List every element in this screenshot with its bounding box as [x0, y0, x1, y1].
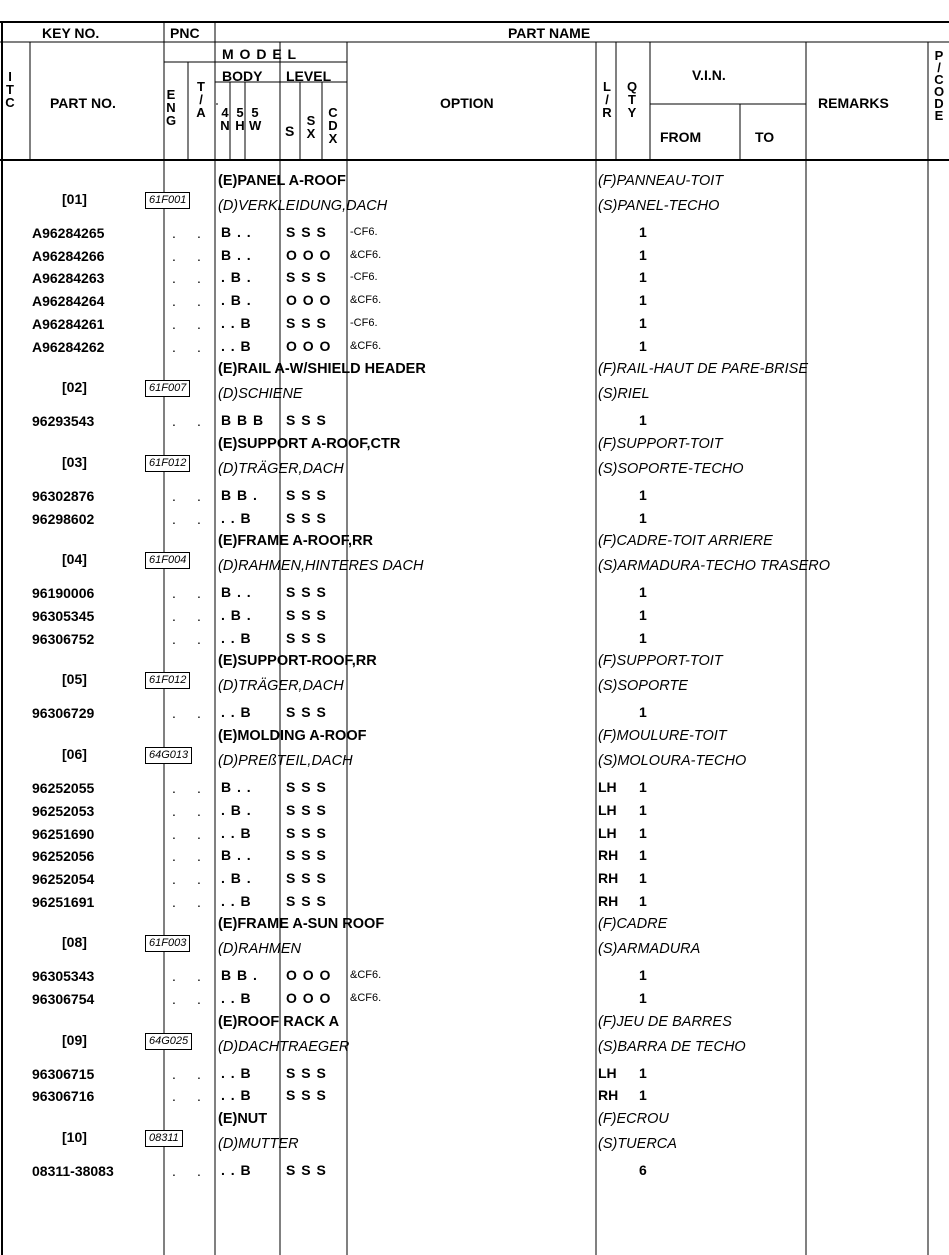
- qty-cell: 1: [639, 486, 647, 503]
- part-number: A96284264: [32, 293, 105, 310]
- ta-cell: .: [197, 315, 201, 332]
- eng-cell: .: [172, 247, 176, 264]
- part-number: 96306716: [32, 1088, 95, 1105]
- part-name-german: (D)TRÄGER,DACH: [218, 460, 344, 477]
- part-name-spanish: (S)SOPORTE-TECHO: [598, 460, 744, 477]
- eng-cell: .: [172, 968, 176, 985]
- level-header: LEVEL: [286, 68, 332, 84]
- key-number: [09]: [62, 1031, 87, 1048]
- body-cell: B B .: [221, 486, 258, 503]
- key-number: [01]: [62, 191, 87, 207]
- qty-cell: 1: [639, 314, 647, 331]
- qty-cell: 1: [639, 1064, 647, 1081]
- eng-cell: .: [172, 270, 176, 287]
- part-number: 96306729: [32, 705, 95, 722]
- vin-header: V.I.N.: [692, 67, 726, 83]
- part-name-spanish: (S)RIEL: [598, 386, 650, 403]
- ta-cell: .: [197, 225, 201, 241]
- level-cell: O O O: [286, 967, 332, 984]
- key-number: [04]: [62, 551, 87, 568]
- qty-cell: 1: [639, 990, 647, 1006]
- lr-cell: LH: [598, 824, 617, 841]
- ta-cell: .: [197, 705, 201, 722]
- level-cell: S S S: [286, 509, 327, 526]
- eng-cell: .: [172, 802, 176, 819]
- body-cell: . . B: [221, 1087, 252, 1104]
- body-cell: . . B: [221, 824, 252, 841]
- option-code: &CF6.: [350, 339, 382, 352]
- eng-cell: .: [172, 293, 176, 310]
- eng-cell: .: [172, 510, 176, 527]
- part-name-french: (F)MOULURE-TOIT: [598, 728, 727, 745]
- part-number: 96302876: [32, 487, 95, 504]
- level-cell: S S S: [286, 779, 327, 796]
- qty-cell: 1: [639, 779, 647, 796]
- body-header: BODY: [222, 68, 263, 84]
- part-name-english: (E)SUPPORT A-ROOF,CTR: [218, 435, 401, 452]
- ta-cell: .: [197, 780, 201, 797]
- itc-header: I T C: [5, 69, 15, 110]
- level-cell: S S S: [286, 629, 327, 646]
- key-number: [06]: [62, 746, 87, 763]
- option-code: -CF6.: [350, 226, 378, 238]
- body-5h-header: 5 H: [235, 105, 245, 133]
- eng-cell: .: [172, 338, 176, 355]
- part-name-german: (D)SCHIENE: [218, 386, 303, 403]
- part-name-french: (F)ECROU: [598, 1111, 669, 1128]
- key-number: [05]: [62, 671, 87, 688]
- ta-cell: .: [197, 608, 201, 624]
- eng-cell: .: [172, 1163, 176, 1180]
- part-name-spanish: (S)ARMADURA-TECHO TRASERO: [598, 558, 831, 575]
- qty-cell: 1: [639, 584, 647, 601]
- part-number: 96306752: [32, 630, 95, 647]
- part-no-header: PART NO.: [50, 95, 116, 111]
- remarks-header: REMARKS: [818, 95, 889, 111]
- part-name-french: (F)JEU DE BARRES: [598, 1013, 732, 1030]
- part-number: 96305343: [32, 968, 95, 985]
- lr-cell: LH: [598, 801, 617, 818]
- part-name-german: (D)RAHMEN,HINTERES DACH: [218, 558, 424, 575]
- part-name-german: (D)RAHMEN: [218, 941, 301, 958]
- part-number: 96305345: [32, 608, 95, 624]
- body-cell: B . .: [221, 224, 252, 240]
- option-header: OPTION: [440, 95, 494, 111]
- pcode-header: P / C O D E: [933, 48, 945, 123]
- vin-to-header: TO: [755, 129, 775, 145]
- ta-cell: .: [197, 585, 201, 602]
- level-cell: S S S: [286, 1064, 327, 1081]
- level-cell: S S S: [286, 847, 327, 864]
- part-number: 96251691: [32, 893, 95, 910]
- body-cell: B . .: [221, 779, 252, 796]
- part-number: 96252056: [32, 848, 95, 865]
- eng-cell: .: [172, 225, 176, 241]
- qty-cell: 1: [639, 224, 647, 240]
- body-cell: . B .: [221, 269, 252, 286]
- eng-cell: .: [172, 608, 176, 624]
- part-number: A96284263: [32, 270, 105, 287]
- level-cell: S S S: [286, 486, 327, 503]
- part-name-spanish: (S)TUERCA: [598, 1136, 677, 1153]
- ta-cell: .: [197, 991, 201, 1007]
- ta-cell: .: [197, 270, 201, 287]
- option-code: -CF6.: [350, 271, 378, 284]
- body-cell: B B .: [221, 967, 258, 984]
- option-code: -CF6.: [350, 316, 378, 329]
- level-cell: S S S: [286, 892, 327, 909]
- lr-header: L / R: [602, 79, 612, 120]
- ta-cell: .: [197, 1065, 201, 1082]
- level-cdx-header: C D X: [328, 105, 338, 146]
- level-sx-header: S X: [306, 113, 316, 141]
- eng-cell: .: [172, 1088, 176, 1105]
- body-4n-header: 4 N: [220, 105, 230, 133]
- part-number: A96284262: [32, 338, 105, 355]
- part-name-french: (F)SUPPORT-TOIT: [598, 653, 723, 670]
- level-cell: O O O: [286, 337, 332, 354]
- level-cell: S S S: [286, 801, 327, 818]
- qty-cell: 1: [639, 509, 647, 526]
- ta-cell: .: [197, 870, 201, 887]
- level-cell: S S S: [286, 224, 327, 240]
- part-number: 96190006: [32, 585, 95, 602]
- body-cell: . . B: [221, 1162, 252, 1179]
- lr-cell: RH: [598, 869, 619, 886]
- qty-cell: 1: [639, 269, 647, 286]
- body-cell: . . B: [221, 704, 252, 721]
- model-header: M O D E L: [222, 46, 298, 62]
- body-cell: B . .: [221, 584, 252, 601]
- qty-cell: 1: [639, 629, 647, 646]
- part-number: 96251690: [32, 825, 95, 842]
- level-cell: S S S: [286, 412, 327, 429]
- key-number: [08]: [62, 934, 87, 951]
- body-cell: . B .: [221, 801, 252, 818]
- level-cell: S S S: [286, 869, 327, 886]
- part-number: 96252053: [32, 802, 95, 819]
- body-cell: . . B: [221, 990, 252, 1006]
- key-number: [03]: [62, 453, 87, 470]
- pnc-header: PNC: [170, 25, 200, 41]
- qty-header: Q T Y: [626, 79, 638, 120]
- part-name-header: PART NAME: [508, 25, 591, 41]
- part-number: A96284265: [32, 225, 105, 241]
- qty-cell: 1: [639, 1087, 647, 1104]
- key-no-header: KEY NO.: [42, 25, 100, 41]
- key-number: [10]: [62, 1129, 87, 1146]
- pnc-code: 61F004: [145, 552, 190, 569]
- option-code: &CF6.: [350, 294, 382, 307]
- pnc-code: 64G013: [145, 747, 192, 764]
- option-code: &CF6.: [350, 969, 382, 982]
- ta-cell: .: [197, 893, 201, 910]
- part-name-spanish: (S)PANEL-TECHO: [598, 198, 720, 214]
- eng-cell: .: [172, 585, 176, 602]
- part-name-german: (D)PREßTEIL,DACH: [218, 753, 353, 770]
- lr-cell: RH: [598, 1087, 619, 1104]
- ta-cell: .: [197, 1163, 201, 1180]
- part-name-spanish: (S)SOPORTE: [598, 678, 688, 695]
- level-cell: S S S: [286, 269, 327, 286]
- level-cell: O O O: [286, 990, 332, 1006]
- part-name-english: (E)MOLDING A-ROOF: [218, 728, 367, 745]
- part-name-spanish: (S)BARRA DE TECHO: [598, 1038, 746, 1055]
- vin-from-header: FROM: [660, 129, 702, 145]
- ta-header: T / A: [196, 79, 206, 120]
- body-5w-header: 5 W: [249, 105, 262, 133]
- part-name-french: (F)CADRE: [598, 916, 668, 933]
- option-code: &CF6.: [350, 248, 382, 261]
- part-name-french: (F)SUPPORT-TOIT: [598, 435, 723, 452]
- body-cell: B B B: [221, 412, 265, 429]
- eng-cell: .: [172, 705, 176, 722]
- eng-cell: .: [172, 1065, 176, 1082]
- key-number: [02]: [62, 379, 87, 396]
- ta-cell: .: [197, 293, 201, 310]
- qty-cell: 1: [639, 847, 647, 864]
- level-cell: S S S: [286, 607, 327, 623]
- ta-cell: .: [197, 630, 201, 647]
- qty-cell: 1: [639, 337, 647, 354]
- part-name-english: (E)ROOF RACK A: [218, 1013, 340, 1030]
- part-number: 96306754: [32, 991, 95, 1007]
- part-number: 96298602: [32, 510, 95, 527]
- part-name-french: (F)CADRE-TOIT ARRIERE: [598, 533, 773, 550]
- ta-cell: .: [197, 510, 201, 527]
- part-number: 96252055: [32, 780, 95, 797]
- ta-cell: .: [197, 848, 201, 865]
- part-name-english: (E)NUT: [218, 1111, 268, 1128]
- part-name-spanish: (S)MOLOURA-TECHO: [598, 753, 747, 770]
- lr-cell: LH: [598, 779, 617, 796]
- part-name-english: (E)FRAME A-ROOF,RR: [218, 533, 373, 550]
- part-name-english: (E)PANEL A-ROOF: [218, 173, 346, 189]
- part-name-english: (E)FRAME A-SUN ROOF: [218, 916, 385, 933]
- body-cell: . . B: [221, 509, 252, 526]
- body-cell: . . B: [221, 629, 252, 646]
- qty-cell: 1: [639, 704, 647, 721]
- qty-cell: 1: [639, 824, 647, 841]
- eng-cell: .: [172, 630, 176, 647]
- level-cell: S S S: [286, 314, 327, 331]
- body-cell: B . .: [221, 246, 252, 263]
- pnc-code: 61F012: [145, 455, 190, 472]
- ta-cell: .: [197, 825, 201, 842]
- lr-cell: RH: [598, 847, 619, 864]
- qty-cell: 6: [639, 1162, 647, 1179]
- part-name-german: (D)VERKLEIDUNG,DACH: [218, 198, 388, 214]
- level-cell: S S S: [286, 1162, 327, 1179]
- body-cell: . B .: [221, 607, 252, 623]
- pnc-code: 64G025: [145, 1033, 192, 1050]
- body-cell: B . .: [221, 847, 252, 864]
- part-name-english: (E)SUPPORT-ROOF,RR: [218, 653, 377, 670]
- eng-cell: .: [172, 780, 176, 797]
- pnc-code: 61F012: [145, 672, 190, 689]
- eng-header: E N G: [165, 87, 177, 128]
- body-cell: . . B: [221, 1064, 252, 1081]
- body-cell: . B .: [221, 869, 252, 886]
- part-name-french: (F)RAIL-HAUT DE PARE-BRISE: [598, 361, 809, 378]
- eng-cell: .: [172, 848, 176, 865]
- ta-cell: .: [197, 413, 201, 430]
- lr-cell: LH: [598, 1064, 617, 1081]
- part-name-german: (D)DACHTRAEGER: [218, 1038, 350, 1055]
- eng-cell: .: [172, 991, 176, 1007]
- level-cell: S S S: [286, 704, 327, 721]
- part-name-spanish: (S)ARMADURA: [598, 941, 701, 958]
- body-cell: . . B: [221, 337, 252, 354]
- ta-cell: .: [197, 487, 201, 504]
- body-cell: . . B: [221, 892, 252, 909]
- qty-cell: 1: [639, 412, 647, 429]
- part-number: 96252054: [32, 870, 95, 887]
- level-cell: S S S: [286, 1087, 327, 1104]
- eng-cell: .: [172, 315, 176, 332]
- body-cell: . B .: [221, 292, 252, 309]
- qty-cell: 1: [639, 246, 647, 263]
- eng-cell: .: [172, 413, 176, 430]
- pnc-code: 08311: [145, 1130, 183, 1147]
- eng-cell: .: [172, 893, 176, 910]
- part-name-german: (D)MUTTER: [218, 1136, 299, 1153]
- part-number: A96284266: [32, 247, 105, 264]
- level-s-header: S: [285, 123, 295, 139]
- part-number: A96284261: [32, 315, 105, 332]
- pnc-code: 61F003: [145, 935, 190, 952]
- pnc-code: 61F007: [145, 380, 190, 397]
- body-cell: . . B: [221, 314, 252, 331]
- ta-cell: .: [197, 247, 201, 264]
- ta-cell: .: [197, 968, 201, 985]
- lr-cell: RH: [598, 892, 619, 909]
- ta-cell: .: [197, 802, 201, 819]
- eng-cell: .: [172, 487, 176, 504]
- qty-cell: 1: [639, 607, 647, 623]
- pnc-code: 61F001: [145, 192, 190, 209]
- part-name-german: (D)TRÄGER,DACH: [218, 678, 344, 695]
- level-cell: S S S: [286, 824, 327, 841]
- part-number: 96293543: [32, 413, 95, 430]
- ta-cell: .: [197, 1088, 201, 1105]
- qty-cell: 1: [639, 292, 647, 309]
- level-cell: O O O: [286, 246, 332, 263]
- option-code: &CF6.: [350, 992, 382, 1004]
- qty-cell: 1: [639, 892, 647, 909]
- part-number: 96306715: [32, 1065, 95, 1082]
- level-cell: S S S: [286, 584, 327, 601]
- part-number: 08311-38083: [32, 1163, 114, 1180]
- qty-cell: 1: [639, 801, 647, 818]
- part-name-english: (E)RAIL A-W/SHIELD HEADER: [218, 361, 426, 378]
- part-name-french: (F)PANNEAU-TOIT: [598, 173, 724, 189]
- eng-cell: .: [172, 825, 176, 842]
- ta-cell: .: [197, 338, 201, 355]
- qty-cell: 1: [639, 869, 647, 886]
- qty-cell: 1: [639, 967, 647, 984]
- eng-cell: .: [172, 870, 176, 887]
- level-cell: O O O: [286, 292, 332, 309]
